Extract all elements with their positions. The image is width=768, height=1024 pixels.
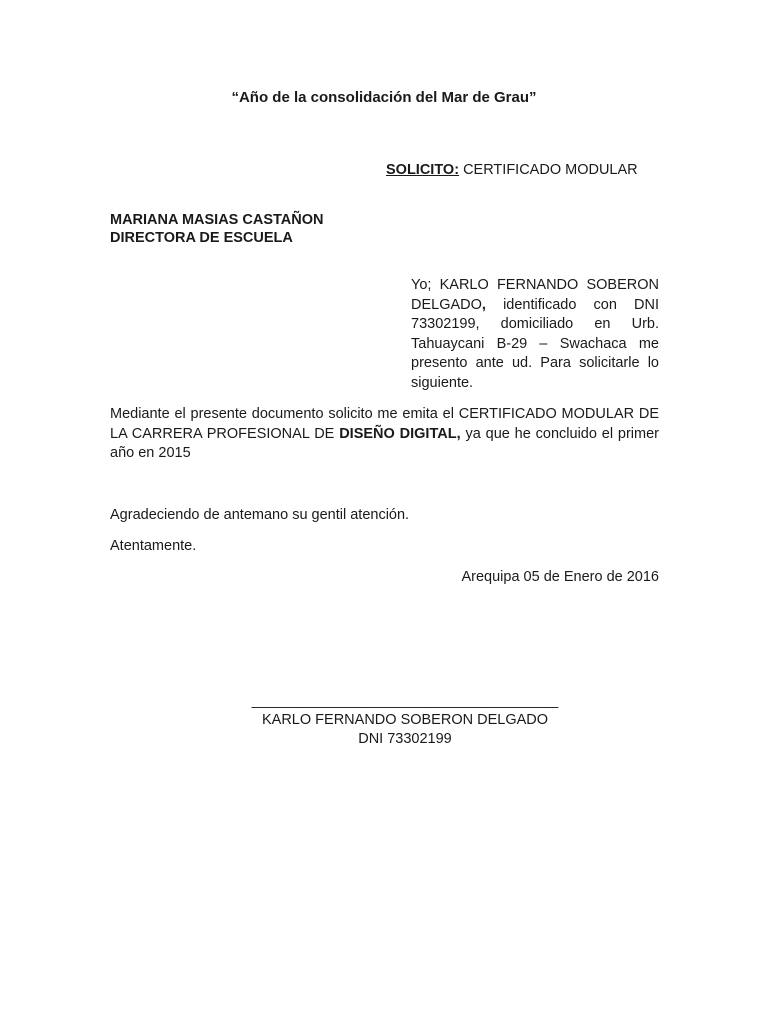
recipient-block (110, 211, 323, 247)
signature-block (250, 692, 560, 749)
closing-line: Atentamente. (110, 538, 197, 554)
thanks-line: Agradeciendo de antemano su gentil atención. (110, 507, 410, 523)
request-label: SOLICITO: (386, 162, 460, 178)
year-heading: “Año de la consolidación del Mar de Grau” (231, 89, 537, 106)
date-line: Arequipa 05 de Enero de 2016 (461, 569, 659, 585)
body-part1: Mediante el presente documento solicito me emita el CERTIFICADO MODULAR DE LA CARRERA PROFESIONAL DE (110, 406, 659, 442)
intro-suffix: identificado con DNI 73302199, domiciliado en Urb. Tahuaycani B-29 – Swachaca me presento ante ud. Para solicitarle lo siguiente. (411, 296, 659, 391)
intro-comma: , (481, 296, 486, 313)
request-subject: CERTIFICADO MODULAR (463, 162, 638, 178)
intro-paragraph (411, 276, 659, 393)
signature-name: KARLO FERNANDO SOBERON DELGADO (261, 712, 549, 728)
body-bold: DISEÑO DIGITAL, (339, 425, 461, 442)
signature-dni: DNI 73302199 (358, 731, 452, 747)
body-paragraph (110, 405, 659, 464)
intro-prefix: Yo; KARLO FERNANDO SOBERON DELGADO (411, 277, 659, 313)
body-part2: ya que he concluido el primer año en 2015 (110, 425, 660, 461)
request-line (386, 162, 638, 178)
signature-line: ______________________________________ (251, 693, 559, 709)
recipient-title: DIRECTORA DE ESCUELA (110, 230, 293, 246)
recipient-name: MARIANA MASIAS CASTAÑON (110, 212, 324, 228)
